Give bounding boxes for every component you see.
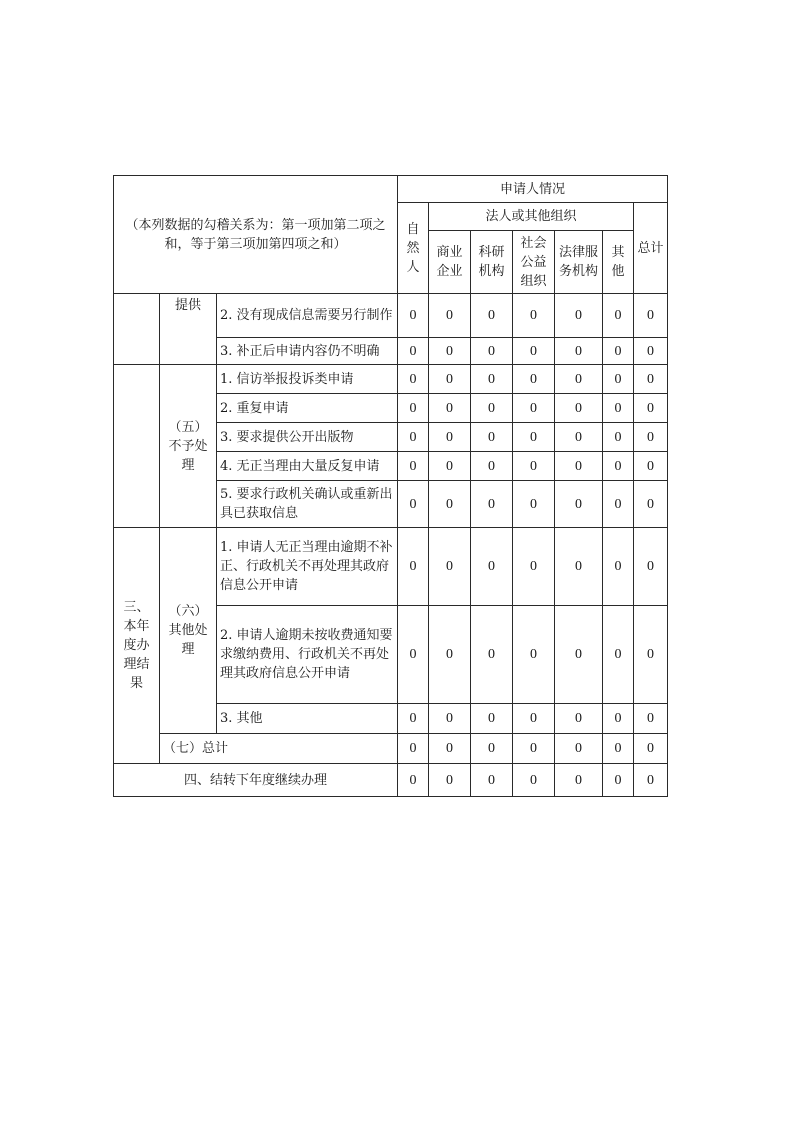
row-label-carryover: 四、结转下年度继续办理 <box>114 764 398 797</box>
cell-value: 0 <box>471 423 513 452</box>
table-row <box>114 365 668 394</box>
header-legal-org: 法人或其他组织 <box>429 203 634 231</box>
cell-value: 0 <box>603 365 634 394</box>
group-other-processing: （六）其他处理 <box>160 528 217 734</box>
row-label-total: （七）总计 <box>160 734 398 764</box>
cell-value: 0 <box>429 394 471 423</box>
cell-value: 0 <box>634 338 668 365</box>
cell-value: 0 <box>513 764 555 797</box>
header-note: （本列数据的勾稽关系为：第一项加第二项之和，等于第三项加第四项之和） <box>114 176 398 294</box>
cell-value: 0 <box>603 704 634 734</box>
cell-value: 0 <box>555 423 603 452</box>
cell-value: 0 <box>513 528 555 606</box>
section-annual-results: 三、本年度办理结果 <box>114 528 160 764</box>
cell-value: 0 <box>555 394 603 423</box>
row-label: 1. 申请人无正当理由逾期不补正、行政机关不再处理其政府信息公开申请 <box>217 528 398 606</box>
cell-value: 0 <box>398 481 429 528</box>
section-cell-blank <box>114 365 160 528</box>
cell-value: 0 <box>429 452 471 481</box>
row-label: 2. 申请人逾期未按收费通知要求缴纳费用、行政机关不再处理其政府信息公开申请 <box>217 606 398 704</box>
cell-value: 0 <box>603 294 634 338</box>
cell-value: 0 <box>603 528 634 606</box>
cell-value: 0 <box>398 294 429 338</box>
cell-value: 0 <box>471 734 513 764</box>
cell-value: 0 <box>634 704 668 734</box>
cell-value: 0 <box>398 365 429 394</box>
cell-value: 0 <box>513 294 555 338</box>
table-row <box>114 528 668 606</box>
cell-value: 0 <box>398 734 429 764</box>
cell-value: 0 <box>429 606 471 704</box>
cell-value: 0 <box>603 452 634 481</box>
table-row <box>114 764 668 797</box>
cell-value: 0 <box>555 734 603 764</box>
cell-value: 0 <box>471 704 513 734</box>
cell-value: 0 <box>603 394 634 423</box>
cell-value: 0 <box>429 294 471 338</box>
cell-value: 0 <box>471 606 513 704</box>
cell-value: 0 <box>634 734 668 764</box>
group-provide: 提供 <box>160 294 217 365</box>
cell-value: 0 <box>555 528 603 606</box>
cell-value: 0 <box>513 734 555 764</box>
section-cell-blank <box>114 294 160 365</box>
cell-value: 0 <box>471 338 513 365</box>
cell-value: 0 <box>429 423 471 452</box>
cell-value: 0 <box>398 704 429 734</box>
cell-value: 0 <box>634 452 668 481</box>
cell-value: 0 <box>471 394 513 423</box>
cell-value: 0 <box>471 452 513 481</box>
cell-value: 0 <box>555 606 603 704</box>
cell-value: 0 <box>603 481 634 528</box>
cell-value: 0 <box>555 481 603 528</box>
cell-value: 0 <box>398 528 429 606</box>
header-applicant: 申请人情况 <box>398 176 668 203</box>
cell-value: 0 <box>555 764 603 797</box>
row-label: 5. 要求行政机关确认或重新出具已获取信息 <box>217 481 398 528</box>
cell-value: 0 <box>634 423 668 452</box>
header-total: 总计 <box>634 203 668 294</box>
cell-value: 0 <box>398 606 429 704</box>
cell-value: 0 <box>513 481 555 528</box>
header-natural-person: 自然人 <box>398 203 429 294</box>
cell-value: 0 <box>603 734 634 764</box>
cell-value: 0 <box>429 704 471 734</box>
header-social: 社会公益组织 <box>513 231 555 294</box>
table-row <box>114 294 668 338</box>
cell-value: 0 <box>603 338 634 365</box>
row-label: 3. 补正后申请内容仍不明确 <box>217 338 398 365</box>
cell-value: 0 <box>429 481 471 528</box>
cell-value: 0 <box>634 764 668 797</box>
header-research: 科研机构 <box>471 231 513 294</box>
cell-value: 0 <box>471 481 513 528</box>
cell-value: 0 <box>429 365 471 394</box>
cell-value: 0 <box>603 423 634 452</box>
cell-value: 0 <box>471 764 513 797</box>
row-label: 3. 要求提供公开出版物 <box>217 423 398 452</box>
cell-value: 0 <box>398 452 429 481</box>
cell-value: 0 <box>398 764 429 797</box>
group-no-processing: （五）不予处理 <box>160 365 217 528</box>
cell-value: 0 <box>398 394 429 423</box>
row-label: 2. 没有现成信息需要另行制作 <box>217 294 398 338</box>
cell-value: 0 <box>429 734 471 764</box>
row-label: 2. 重复申请 <box>217 394 398 423</box>
cell-value: 0 <box>634 606 668 704</box>
header-other: 其他 <box>603 231 634 294</box>
cell-value: 0 <box>555 338 603 365</box>
cell-value: 0 <box>634 481 668 528</box>
government-info-disclosure-table <box>113 175 668 797</box>
cell-value: 0 <box>513 704 555 734</box>
cell-value: 0 <box>603 606 634 704</box>
table-row <box>114 734 668 764</box>
cell-value: 0 <box>513 338 555 365</box>
cell-value: 0 <box>634 394 668 423</box>
cell-value: 0 <box>513 365 555 394</box>
cell-value: 0 <box>471 365 513 394</box>
cell-value: 0 <box>634 528 668 606</box>
cell-value: 0 <box>429 764 471 797</box>
header-legal-service: 法律服务机构 <box>555 231 603 294</box>
cell-value: 0 <box>555 365 603 394</box>
cell-value: 0 <box>555 452 603 481</box>
row-label: 1. 信访举报投诉类申请 <box>217 365 398 394</box>
row-label: 4. 无正当理由大量反复申请 <box>217 452 398 481</box>
row-label: 3. 其他 <box>217 704 398 734</box>
cell-value: 0 <box>513 423 555 452</box>
cell-value: 0 <box>471 528 513 606</box>
cell-value: 0 <box>603 764 634 797</box>
cell-value: 0 <box>513 606 555 704</box>
header-commercial: 商业企业 <box>429 231 471 294</box>
cell-value: 0 <box>429 528 471 606</box>
cell-value: 0 <box>513 452 555 481</box>
cell-value: 0 <box>555 704 603 734</box>
cell-value: 0 <box>429 338 471 365</box>
cell-value: 0 <box>513 394 555 423</box>
cell-value: 0 <box>398 338 429 365</box>
cell-value: 0 <box>398 423 429 452</box>
cell-value: 0 <box>634 365 668 394</box>
cell-value: 0 <box>555 294 603 338</box>
cell-value: 0 <box>634 294 668 338</box>
cell-value: 0 <box>471 294 513 338</box>
